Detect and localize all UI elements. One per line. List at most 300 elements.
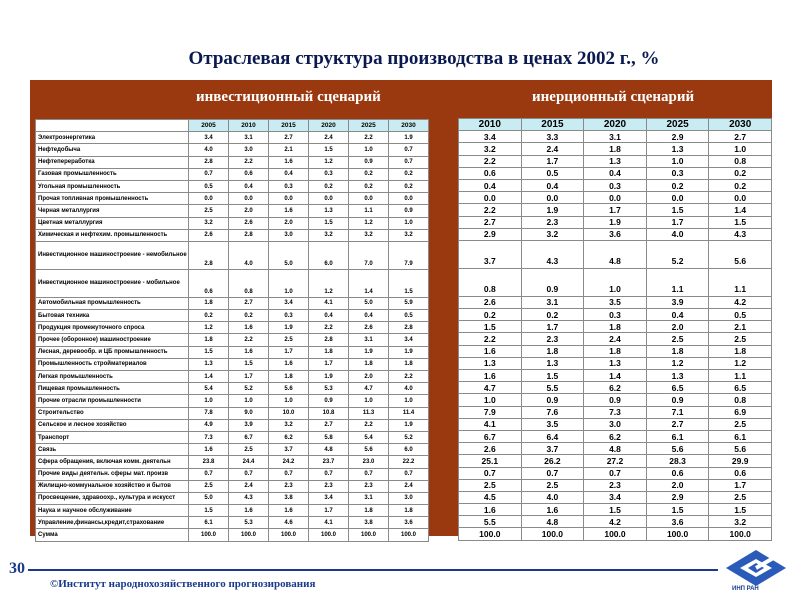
value-cell: 4.0 bbox=[646, 228, 709, 240]
value-cell: 1.5 bbox=[521, 370, 584, 382]
industry-name-cell: Прочие виды деятельн. сферы мат. произв bbox=[36, 468, 189, 480]
value-cell: 3.5 bbox=[584, 296, 647, 308]
value-cell: 0.0 bbox=[709, 192, 772, 204]
table-row bbox=[459, 370, 772, 382]
value-cell: 2.7 bbox=[309, 419, 349, 431]
value-cell: 1.4 bbox=[349, 269, 389, 297]
value-cell: 1.4 bbox=[189, 371, 229, 383]
value-cell: 1.0 bbox=[389, 217, 429, 229]
table-row bbox=[36, 297, 429, 309]
industry-name-cell: Пищевая промышленность bbox=[36, 383, 189, 395]
value-cell: 6.1 bbox=[709, 430, 772, 442]
value-cell: 5.6 bbox=[349, 444, 389, 456]
value-cell: 23.0 bbox=[349, 456, 389, 468]
value-cell: 1.3 bbox=[521, 357, 584, 369]
value-cell: 3.0 bbox=[389, 492, 429, 504]
value-cell: 2.4 bbox=[309, 132, 349, 144]
value-cell: 2.2 bbox=[349, 132, 389, 144]
value-cell: 6.7 bbox=[229, 431, 269, 443]
value-cell: 0.5 bbox=[521, 167, 584, 179]
value-cell: 0.6 bbox=[646, 467, 709, 479]
value-cell: 1.7 bbox=[269, 346, 309, 358]
value-cell: 3.1 bbox=[521, 296, 584, 308]
value-cell: 0.7 bbox=[189, 168, 229, 180]
value-cell: 0.6 bbox=[709, 467, 772, 479]
table-row bbox=[459, 479, 772, 491]
year-header-cell: 2030 bbox=[709, 119, 772, 131]
value-cell: 2.3 bbox=[521, 333, 584, 345]
table-row bbox=[36, 468, 429, 480]
value-cell: 3.0 bbox=[269, 229, 309, 241]
value-cell: 1.0 bbox=[269, 269, 309, 297]
table-row bbox=[459, 430, 772, 442]
table-row bbox=[459, 394, 772, 406]
value-cell: 1.1 bbox=[709, 370, 772, 382]
value-cell: 2.6 bbox=[459, 296, 522, 308]
year-header-cell: 2020 bbox=[309, 120, 349, 132]
value-cell: 2.2 bbox=[309, 322, 349, 334]
value-cell: 1.2 bbox=[349, 217, 389, 229]
table-row bbox=[459, 406, 772, 418]
value-cell: 1.5 bbox=[646, 504, 709, 516]
industry-name-cell: Строительство bbox=[36, 407, 189, 419]
value-cell: 0.6 bbox=[189, 269, 229, 297]
value-cell: 0.7 bbox=[189, 468, 229, 480]
value-cell: 2.7 bbox=[709, 131, 772, 143]
value-cell: 3.4 bbox=[459, 131, 522, 143]
value-cell: 0.2 bbox=[349, 180, 389, 192]
value-cell: 1.8 bbox=[389, 358, 429, 370]
value-cell: 5.6 bbox=[709, 443, 772, 455]
value-cell: 0.2 bbox=[389, 180, 429, 192]
value-cell: 1.6 bbox=[229, 505, 269, 517]
value-cell: 10.0 bbox=[269, 407, 309, 419]
value-cell: 2.2 bbox=[459, 333, 522, 345]
table-row bbox=[459, 418, 772, 430]
value-cell: 1.7 bbox=[521, 155, 584, 167]
value-cell: 6.0 bbox=[309, 241, 349, 269]
value-cell: 0.2 bbox=[521, 309, 584, 321]
value-cell: 0.7 bbox=[389, 144, 429, 156]
value-cell: 5.0 bbox=[269, 241, 309, 269]
value-cell: 0.0 bbox=[229, 193, 269, 205]
value-cell: 2.0 bbox=[229, 205, 269, 217]
value-cell: 5.0 bbox=[189, 492, 229, 504]
value-cell: 1.0 bbox=[646, 155, 709, 167]
value-cell: 1.4 bbox=[709, 204, 772, 216]
value-cell: 4.9 bbox=[189, 419, 229, 431]
value-cell: 2.5 bbox=[646, 333, 709, 345]
table-header-row bbox=[36, 120, 429, 132]
value-cell: 0.7 bbox=[349, 468, 389, 480]
industry-name-cell: Просвещение, здравоохр., культура и искусст bbox=[36, 492, 189, 504]
value-cell: 100.0 bbox=[584, 528, 647, 540]
table-row bbox=[36, 180, 429, 192]
value-cell: 1.6 bbox=[269, 358, 309, 370]
value-cell: 2.7 bbox=[269, 132, 309, 144]
value-cell: 0.2 bbox=[189, 310, 229, 322]
value-cell: 2.5 bbox=[459, 479, 522, 491]
table-row bbox=[36, 132, 429, 144]
table-row bbox=[459, 179, 772, 191]
value-cell: 1.1 bbox=[349, 205, 389, 217]
value-cell: 1.1 bbox=[709, 268, 772, 296]
value-cell: 0.7 bbox=[309, 468, 349, 480]
industry-name-cell: Электроэнергетика bbox=[36, 132, 189, 144]
value-cell: 0.4 bbox=[309, 310, 349, 322]
value-cell: 0.6 bbox=[459, 167, 522, 179]
value-cell: 1.7 bbox=[521, 321, 584, 333]
investment-scenario-table bbox=[35, 119, 429, 542]
value-cell: 2.2 bbox=[349, 419, 389, 431]
value-cell: 3.8 bbox=[349, 517, 389, 529]
value-cell: 2.6 bbox=[189, 229, 229, 241]
value-cell: 1.3 bbox=[584, 357, 647, 369]
value-cell: 100.0 bbox=[269, 529, 309, 541]
value-cell: 5.4 bbox=[189, 383, 229, 395]
value-cell: 1.2 bbox=[309, 269, 349, 297]
value-cell: 2.8 bbox=[389, 322, 429, 334]
value-cell: 1.0 bbox=[584, 268, 647, 296]
value-cell: 1.6 bbox=[229, 322, 269, 334]
value-cell: 1.7 bbox=[584, 204, 647, 216]
value-cell: 2.6 bbox=[229, 217, 269, 229]
value-cell: 1.3 bbox=[584, 155, 647, 167]
value-cell: 1.9 bbox=[584, 216, 647, 228]
value-cell: 1.8 bbox=[709, 345, 772, 357]
industry-name-cell: Связь bbox=[36, 444, 189, 456]
value-cell: 22.2 bbox=[389, 456, 429, 468]
value-cell: 0.4 bbox=[229, 180, 269, 192]
value-cell: 1.8 bbox=[189, 334, 229, 346]
table-row bbox=[36, 334, 429, 346]
value-cell: 3.1 bbox=[349, 334, 389, 346]
value-cell: 2.0 bbox=[646, 479, 709, 491]
table-row bbox=[36, 346, 429, 358]
value-cell: 0.0 bbox=[349, 193, 389, 205]
value-cell: 1.6 bbox=[229, 346, 269, 358]
industry-name-cell: Прочая топливная промышленность bbox=[36, 193, 189, 205]
table-row bbox=[459, 443, 772, 455]
value-cell: 1.3 bbox=[646, 370, 709, 382]
value-cell: 0.4 bbox=[269, 168, 309, 180]
value-cell: 1.7 bbox=[309, 505, 349, 517]
value-cell: 0.0 bbox=[459, 192, 522, 204]
value-cell: 1.8 bbox=[269, 371, 309, 383]
value-cell: 2.9 bbox=[646, 491, 709, 503]
year-header-cell: 2025 bbox=[349, 120, 389, 132]
value-cell: 0.8 bbox=[229, 269, 269, 297]
table-row bbox=[36, 205, 429, 217]
value-cell: 0.4 bbox=[584, 167, 647, 179]
value-cell: 5.5 bbox=[521, 382, 584, 394]
industry-name-cell: Управление,финансы,кредит,страхование bbox=[36, 517, 189, 529]
value-cell: 1.8 bbox=[309, 346, 349, 358]
value-cell: 4.2 bbox=[709, 296, 772, 308]
table-row bbox=[459, 204, 772, 216]
value-cell: 2.4 bbox=[389, 480, 429, 492]
industry-name-cell: Нефтепереработка bbox=[36, 156, 189, 168]
value-cell: 7.8 bbox=[189, 407, 229, 419]
table-row bbox=[36, 241, 429, 269]
value-cell: 1.2 bbox=[189, 322, 229, 334]
value-cell: 1.6 bbox=[269, 156, 309, 168]
value-cell: 1.0 bbox=[709, 143, 772, 155]
value-cell: 2.2 bbox=[459, 155, 522, 167]
value-cell: 0.7 bbox=[389, 156, 429, 168]
value-cell: 5.6 bbox=[646, 443, 709, 455]
value-cell: 0.7 bbox=[389, 468, 429, 480]
value-cell: 4.0 bbox=[521, 491, 584, 503]
year-header-cell: 2010 bbox=[459, 119, 522, 131]
value-cell: 1.5 bbox=[309, 144, 349, 156]
value-cell: 0.9 bbox=[309, 395, 349, 407]
table-row bbox=[36, 383, 429, 395]
year-header-cell: 2030 bbox=[389, 120, 429, 132]
year-header-cell: 2005 bbox=[189, 120, 229, 132]
value-cell: 2.8 bbox=[189, 241, 229, 269]
value-cell: 1.3 bbox=[189, 358, 229, 370]
value-cell: 1.8 bbox=[521, 345, 584, 357]
value-cell: 24.4 bbox=[229, 456, 269, 468]
industry-name-cell: Сельское и лесное хозяйство bbox=[36, 419, 189, 431]
value-cell: 5.8 bbox=[309, 431, 349, 443]
value-cell: 100.0 bbox=[349, 529, 389, 541]
copyright-text: ©Институт народнохозяйственного прогнозирования bbox=[50, 578, 316, 590]
value-cell: 1.9 bbox=[349, 346, 389, 358]
value-cell: 4.2 bbox=[584, 516, 647, 528]
value-cell: 4.1 bbox=[459, 418, 522, 430]
value-cell: 0.4 bbox=[349, 310, 389, 322]
value-cell: 11.4 bbox=[389, 407, 429, 419]
year-header-cell: 2020 bbox=[584, 119, 647, 131]
value-cell: 4.5 bbox=[459, 491, 522, 503]
value-cell: 4.7 bbox=[459, 382, 522, 394]
table-row bbox=[459, 528, 772, 540]
table-row bbox=[36, 407, 429, 419]
value-cell: 2.1 bbox=[709, 321, 772, 333]
table-row bbox=[36, 419, 429, 431]
value-cell: 7.3 bbox=[189, 431, 229, 443]
value-cell: 9.0 bbox=[229, 407, 269, 419]
table-row bbox=[459, 240, 772, 268]
industry-name-cell: Лесная, деревообр. и ЦБ промышленность bbox=[36, 346, 189, 358]
table-row bbox=[36, 358, 429, 370]
value-cell: 0.3 bbox=[584, 179, 647, 191]
value-cell: 6.5 bbox=[646, 382, 709, 394]
value-cell: 7.1 bbox=[646, 406, 709, 418]
value-cell: 1.7 bbox=[309, 358, 349, 370]
value-cell: 2.9 bbox=[459, 228, 522, 240]
value-cell: 1.5 bbox=[189, 346, 229, 358]
value-cell: 3.6 bbox=[646, 516, 709, 528]
value-cell: 6.0 bbox=[389, 444, 429, 456]
year-header-cell: 2015 bbox=[521, 119, 584, 131]
value-cell: 0.9 bbox=[349, 156, 389, 168]
table-row bbox=[36, 310, 429, 322]
value-cell: 2.7 bbox=[229, 297, 269, 309]
value-cell: 0.9 bbox=[584, 394, 647, 406]
industry-name-cell: Автомобильная промышленность bbox=[36, 297, 189, 309]
industry-name-cell: Цветная металлургия bbox=[36, 217, 189, 229]
value-cell: 2.7 bbox=[646, 418, 709, 430]
value-cell: 0.5 bbox=[189, 180, 229, 192]
value-cell: 100.0 bbox=[229, 529, 269, 541]
value-cell: 2.0 bbox=[646, 321, 709, 333]
table-row bbox=[36, 217, 429, 229]
value-cell: 0.0 bbox=[646, 192, 709, 204]
table-row bbox=[459, 131, 772, 143]
value-cell: 1.3 bbox=[309, 205, 349, 217]
value-cell: 0.2 bbox=[459, 309, 522, 321]
industry-name-cell: Сумма bbox=[36, 529, 189, 541]
table-row bbox=[459, 504, 772, 516]
value-cell: 25.1 bbox=[459, 455, 522, 467]
value-cell: 1.8 bbox=[349, 505, 389, 517]
table-row bbox=[36, 395, 429, 407]
value-cell: 4.1 bbox=[309, 517, 349, 529]
value-cell: 2.5 bbox=[189, 480, 229, 492]
table-row bbox=[459, 321, 772, 333]
value-cell: 1.8 bbox=[584, 345, 647, 357]
value-cell: 5.5 bbox=[459, 516, 522, 528]
value-cell: 1.7 bbox=[709, 479, 772, 491]
value-cell: 1.0 bbox=[459, 394, 522, 406]
table-row bbox=[459, 143, 772, 155]
logo-caption: ИНП РАН bbox=[732, 586, 759, 592]
value-cell: 6.2 bbox=[269, 431, 309, 443]
value-cell: 29.9 bbox=[709, 455, 772, 467]
table-row bbox=[459, 345, 772, 357]
value-cell: 0.2 bbox=[229, 310, 269, 322]
industry-name-cell: Промышленность стройматериалов bbox=[36, 358, 189, 370]
table-row bbox=[36, 322, 429, 334]
value-cell: 0.3 bbox=[646, 167, 709, 179]
value-cell: 1.0 bbox=[269, 395, 309, 407]
table-row bbox=[459, 296, 772, 308]
value-cell: 3.2 bbox=[189, 217, 229, 229]
value-cell: 6.2 bbox=[584, 430, 647, 442]
value-cell: 28.3 bbox=[646, 455, 709, 467]
value-cell: 0.8 bbox=[709, 394, 772, 406]
value-cell: 7.9 bbox=[459, 406, 522, 418]
value-cell: 100.0 bbox=[521, 528, 584, 540]
industry-name-cell: Газовая промышленность bbox=[36, 168, 189, 180]
value-cell: 3.6 bbox=[584, 228, 647, 240]
value-cell: 2.2 bbox=[389, 371, 429, 383]
value-cell: 2.3 bbox=[349, 480, 389, 492]
value-cell: 1.3 bbox=[646, 143, 709, 155]
value-cell: 0.2 bbox=[389, 168, 429, 180]
value-cell: 0.2 bbox=[709, 179, 772, 191]
value-cell: 0.0 bbox=[584, 192, 647, 204]
industry-name-cell: Транспорт bbox=[36, 431, 189, 443]
inertia-scenario-table bbox=[458, 118, 772, 541]
value-cell: 0.3 bbox=[269, 180, 309, 192]
year-header-cell: 2025 bbox=[646, 119, 709, 131]
value-cell: 2.2 bbox=[229, 334, 269, 346]
value-cell: 2.5 bbox=[709, 333, 772, 345]
industry-name-cell: Инвестиционное машиностроение - немобильное bbox=[36, 241, 189, 269]
value-cell: 3.4 bbox=[309, 492, 349, 504]
value-cell: 2.5 bbox=[709, 418, 772, 430]
value-cell: 7.6 bbox=[521, 406, 584, 418]
industry-name-cell: Прочее (оборонное) машиностроение bbox=[36, 334, 189, 346]
value-cell: 0.5 bbox=[709, 309, 772, 321]
value-cell: 100.0 bbox=[389, 529, 429, 541]
value-cell: 1.8 bbox=[189, 297, 229, 309]
table-row bbox=[36, 371, 429, 383]
value-cell: 3.8 bbox=[269, 492, 309, 504]
value-cell: 2.6 bbox=[349, 322, 389, 334]
table-row bbox=[459, 228, 772, 240]
table-row bbox=[459, 455, 772, 467]
industry-name-cell: Инвестиционное машиностроение - мобильное bbox=[36, 269, 189, 297]
value-cell: 1.6 bbox=[459, 345, 522, 357]
table-row bbox=[459, 382, 772, 394]
value-cell: 5.2 bbox=[389, 431, 429, 443]
value-cell: 3.5 bbox=[521, 418, 584, 430]
value-cell: 3.3 bbox=[521, 131, 584, 143]
value-cell: 1.9 bbox=[269, 322, 309, 334]
industry-name-cell: Бытовая техника bbox=[36, 310, 189, 322]
industry-name-cell: Химическая и нефтехим. промышленность bbox=[36, 229, 189, 241]
value-cell: 0.8 bbox=[709, 155, 772, 167]
value-cell: 1.9 bbox=[309, 371, 349, 383]
value-cell: 1.2 bbox=[709, 357, 772, 369]
value-cell: 3.9 bbox=[229, 419, 269, 431]
slide-title: Отраслевая структура производства в ценах 2002 г., % bbox=[188, 48, 660, 69]
value-cell: 6.5 bbox=[709, 382, 772, 394]
value-cell: 4.0 bbox=[189, 144, 229, 156]
value-cell: 0.5 bbox=[389, 310, 429, 322]
value-cell: 3.0 bbox=[584, 418, 647, 430]
value-cell: 6.7 bbox=[459, 430, 522, 442]
value-cell: 4.3 bbox=[709, 228, 772, 240]
value-cell: 2.0 bbox=[349, 371, 389, 383]
value-cell: 1.5 bbox=[646, 204, 709, 216]
table-row bbox=[459, 155, 772, 167]
value-cell: 1.8 bbox=[349, 358, 389, 370]
value-cell: 2.5 bbox=[229, 444, 269, 456]
value-cell: 3.6 bbox=[389, 517, 429, 529]
value-cell: 3.7 bbox=[521, 443, 584, 455]
table-row bbox=[459, 491, 772, 503]
value-cell: 23.7 bbox=[309, 456, 349, 468]
value-cell: 2.2 bbox=[229, 156, 269, 168]
value-cell: 1.0 bbox=[189, 395, 229, 407]
value-cell: 1.5 bbox=[584, 504, 647, 516]
value-cell: 2.4 bbox=[584, 333, 647, 345]
value-cell: 4.8 bbox=[309, 444, 349, 456]
value-cell: 0.7 bbox=[584, 467, 647, 479]
value-cell: 3.2 bbox=[521, 228, 584, 240]
value-cell: 2.7 bbox=[459, 216, 522, 228]
table-row bbox=[36, 431, 429, 443]
page-number: 30 bbox=[9, 560, 25, 577]
value-cell: 3.2 bbox=[269, 419, 309, 431]
value-cell: 4.3 bbox=[521, 240, 584, 268]
value-cell: 0.2 bbox=[709, 167, 772, 179]
value-cell: 1.5 bbox=[229, 358, 269, 370]
value-cell: 2.8 bbox=[189, 156, 229, 168]
value-cell: 1.6 bbox=[269, 205, 309, 217]
value-cell: 1.0 bbox=[229, 395, 269, 407]
value-cell: 1.5 bbox=[709, 216, 772, 228]
value-cell: 2.2 bbox=[459, 204, 522, 216]
value-cell: 5.0 bbox=[349, 297, 389, 309]
value-cell: 4.1 bbox=[309, 297, 349, 309]
